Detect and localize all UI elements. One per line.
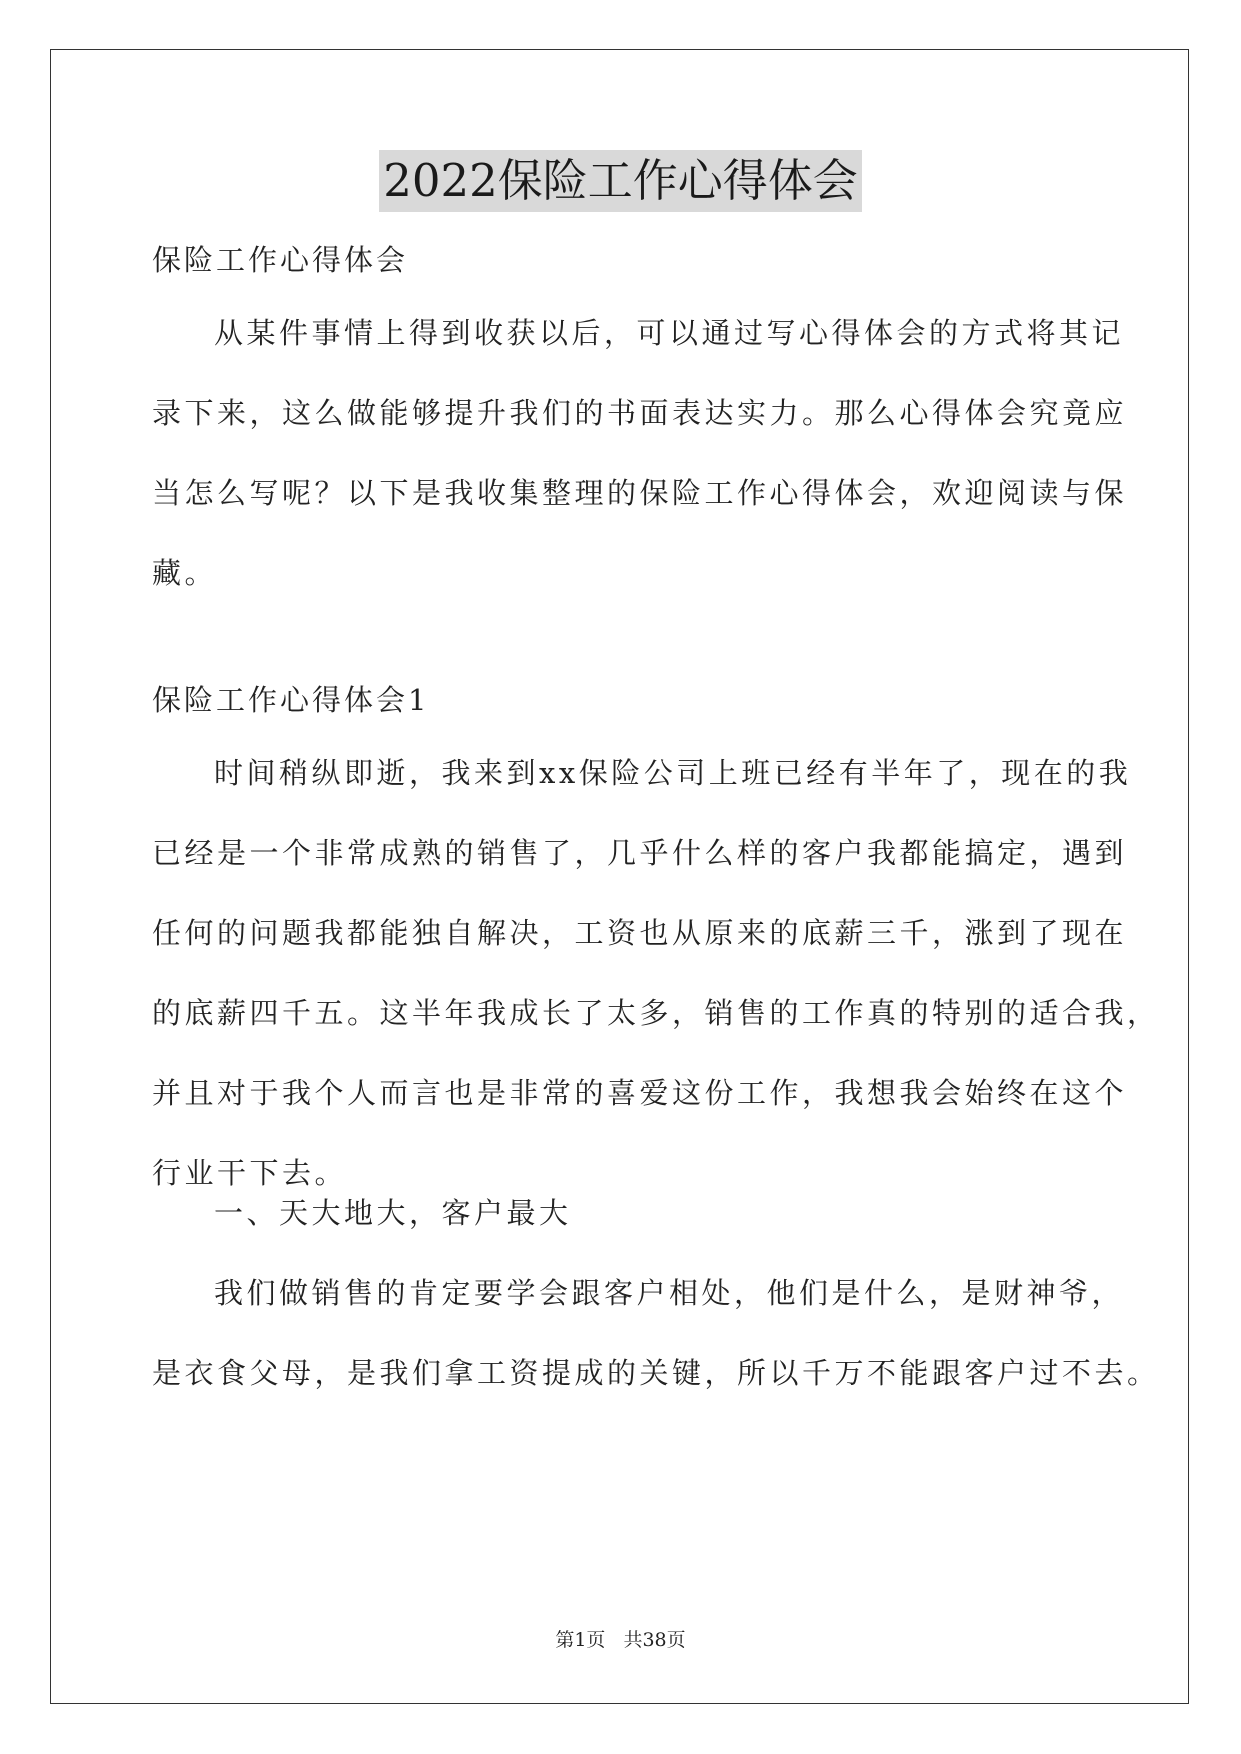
- page-footer: [0, 1625, 1241, 1652]
- intro-line: 藏。: [152, 556, 218, 590]
- point1-line: 是衣食父母，是我们拿工资提成的关键，所以千万不能跟客户过不去。: [152, 1356, 1160, 1390]
- document-subtitle: 保险工作心得体会: [152, 243, 409, 277]
- intro-paragraph: [152, 293, 1128, 613]
- point1-heading: 一、天大地大，客户最大: [214, 1196, 572, 1230]
- section1-line: 并且对于我个人而言也是非常的喜爱这份工作，我想我会始终在这个: [152, 1076, 1128, 1110]
- document-title: 2022保险工作心得体会: [379, 150, 862, 212]
- section1-line: 时间稍纵即逝，我来到xx保险公司上班已经有半年了，现在的我: [214, 756, 1132, 790]
- section1-line: 任何的问题我都能独自解决，工资也从原来的底薪三千，涨到了现在: [152, 916, 1128, 950]
- point1-line: 我们做销售的肯定要学会跟客户相处，他们是什么，是财神爷，: [214, 1276, 1125, 1310]
- section1-line: 的底薪四千五。这半年我成长了太多，销售的工作真的特别的适合我，: [152, 996, 1160, 1030]
- page-total: 共38页: [623, 1629, 686, 1651]
- intro-line: 当怎么写呢？以下是我收集整理的保险工作心得体会，欢迎阅读与保: [152, 476, 1128, 510]
- section1-paragraph: [152, 733, 1160, 1213]
- section1-line: 行业干下去。: [152, 1156, 348, 1190]
- title-container: [0, 150, 1241, 212]
- intro-line: 从某件事情上得到收获以后，可以通过写心得体会的方式将其记: [214, 316, 1125, 350]
- point1-block: [152, 1173, 1160, 1413]
- intro-line: 录下来，这么做能够提升我们的书面表达实力。那么心得体会究竟应: [152, 396, 1128, 430]
- section1-line: 已经是一个非常成熟的销售了，几乎什么样的客户我都能搞定，遇到: [152, 836, 1128, 870]
- page-number: 第1页: [555, 1629, 606, 1651]
- section-heading: 保险工作心得体会1: [152, 683, 430, 717]
